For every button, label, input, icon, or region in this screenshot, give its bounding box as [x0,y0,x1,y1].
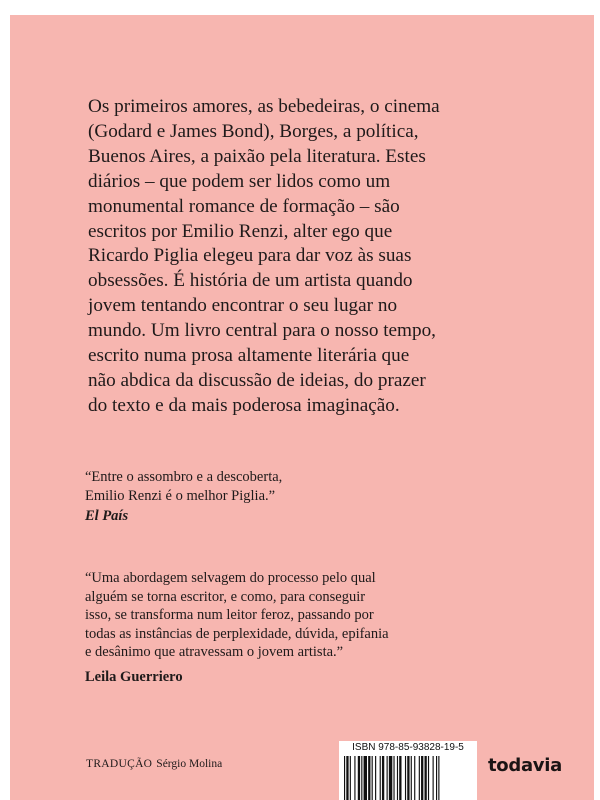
synopsis-line: monumental romance de formação – são [88,195,400,217]
synopsis-text [88,95,508,419]
synopsis-line: Buenos Aires, a paixão pela literatura. Estes [88,145,426,167]
synopsis-line: do texto e da mais poderosa imaginação. [88,394,400,416]
back-cover [10,15,594,800]
translator-name: Sérgio Molina [156,758,223,770]
translation-label: TRADUÇÃO [86,758,153,770]
barcode-icon [344,756,472,800]
synopsis-line: mundo. Um livro central para o nosso tempo, [88,320,436,342]
quote-attribution: Leila Guerriero [85,668,183,685]
quote-line: “Uma abordagem selvagem do processo pelo qual [85,570,376,586]
isbn-text: ISBN 978-85-93828-19-5 [352,742,464,753]
synopsis-line: (Godard e James Bond), Borges, a política, [88,120,419,142]
quote-line: todas as instâncias de perplexidade, dúvida, epifania [85,625,389,642]
publisher-logo: todavia [488,755,562,776]
quote-line: e desânimo que atravessam o jovem artista.” [85,644,344,661]
synopsis-line: jovem tentando encontrar o seu lugar no [88,295,398,317]
synopsis-line: não abdica da discussão de ideias, do prazer [88,369,426,391]
synopsis-line: escritos por Emilio Renzi, alter ego que [88,220,393,242]
translation-credit [86,758,222,770]
quote-line: alguém se torna escritor, e como, para conseguir [85,588,366,605]
synopsis-line: Os primeiros amores, as bebedeiras, o cinema [88,96,440,117]
quote-attribution: El País [85,508,129,525]
synopsis-line: obsessões. É história de um artista quando [88,270,413,292]
synopsis-line: escrito numa prosa altamente literária que [88,345,410,367]
quote-line: “Entre o assombro e a descoberta, [85,469,283,485]
quote-line: isso, se transforma num leitor feroz, passando por [85,607,374,624]
synopsis-line: diários – que podem ser lidos como um [88,170,391,192]
synopsis-line: Ricardo Piglia elegeu para dar voz às suas [88,245,412,267]
isbn-barcode [339,741,477,800]
press-quote-el-pais [85,468,282,526]
quote-line: Emilio Renzi é o melhor Piglia.” [85,487,276,504]
press-quote-leila-guerriero [85,569,389,687]
